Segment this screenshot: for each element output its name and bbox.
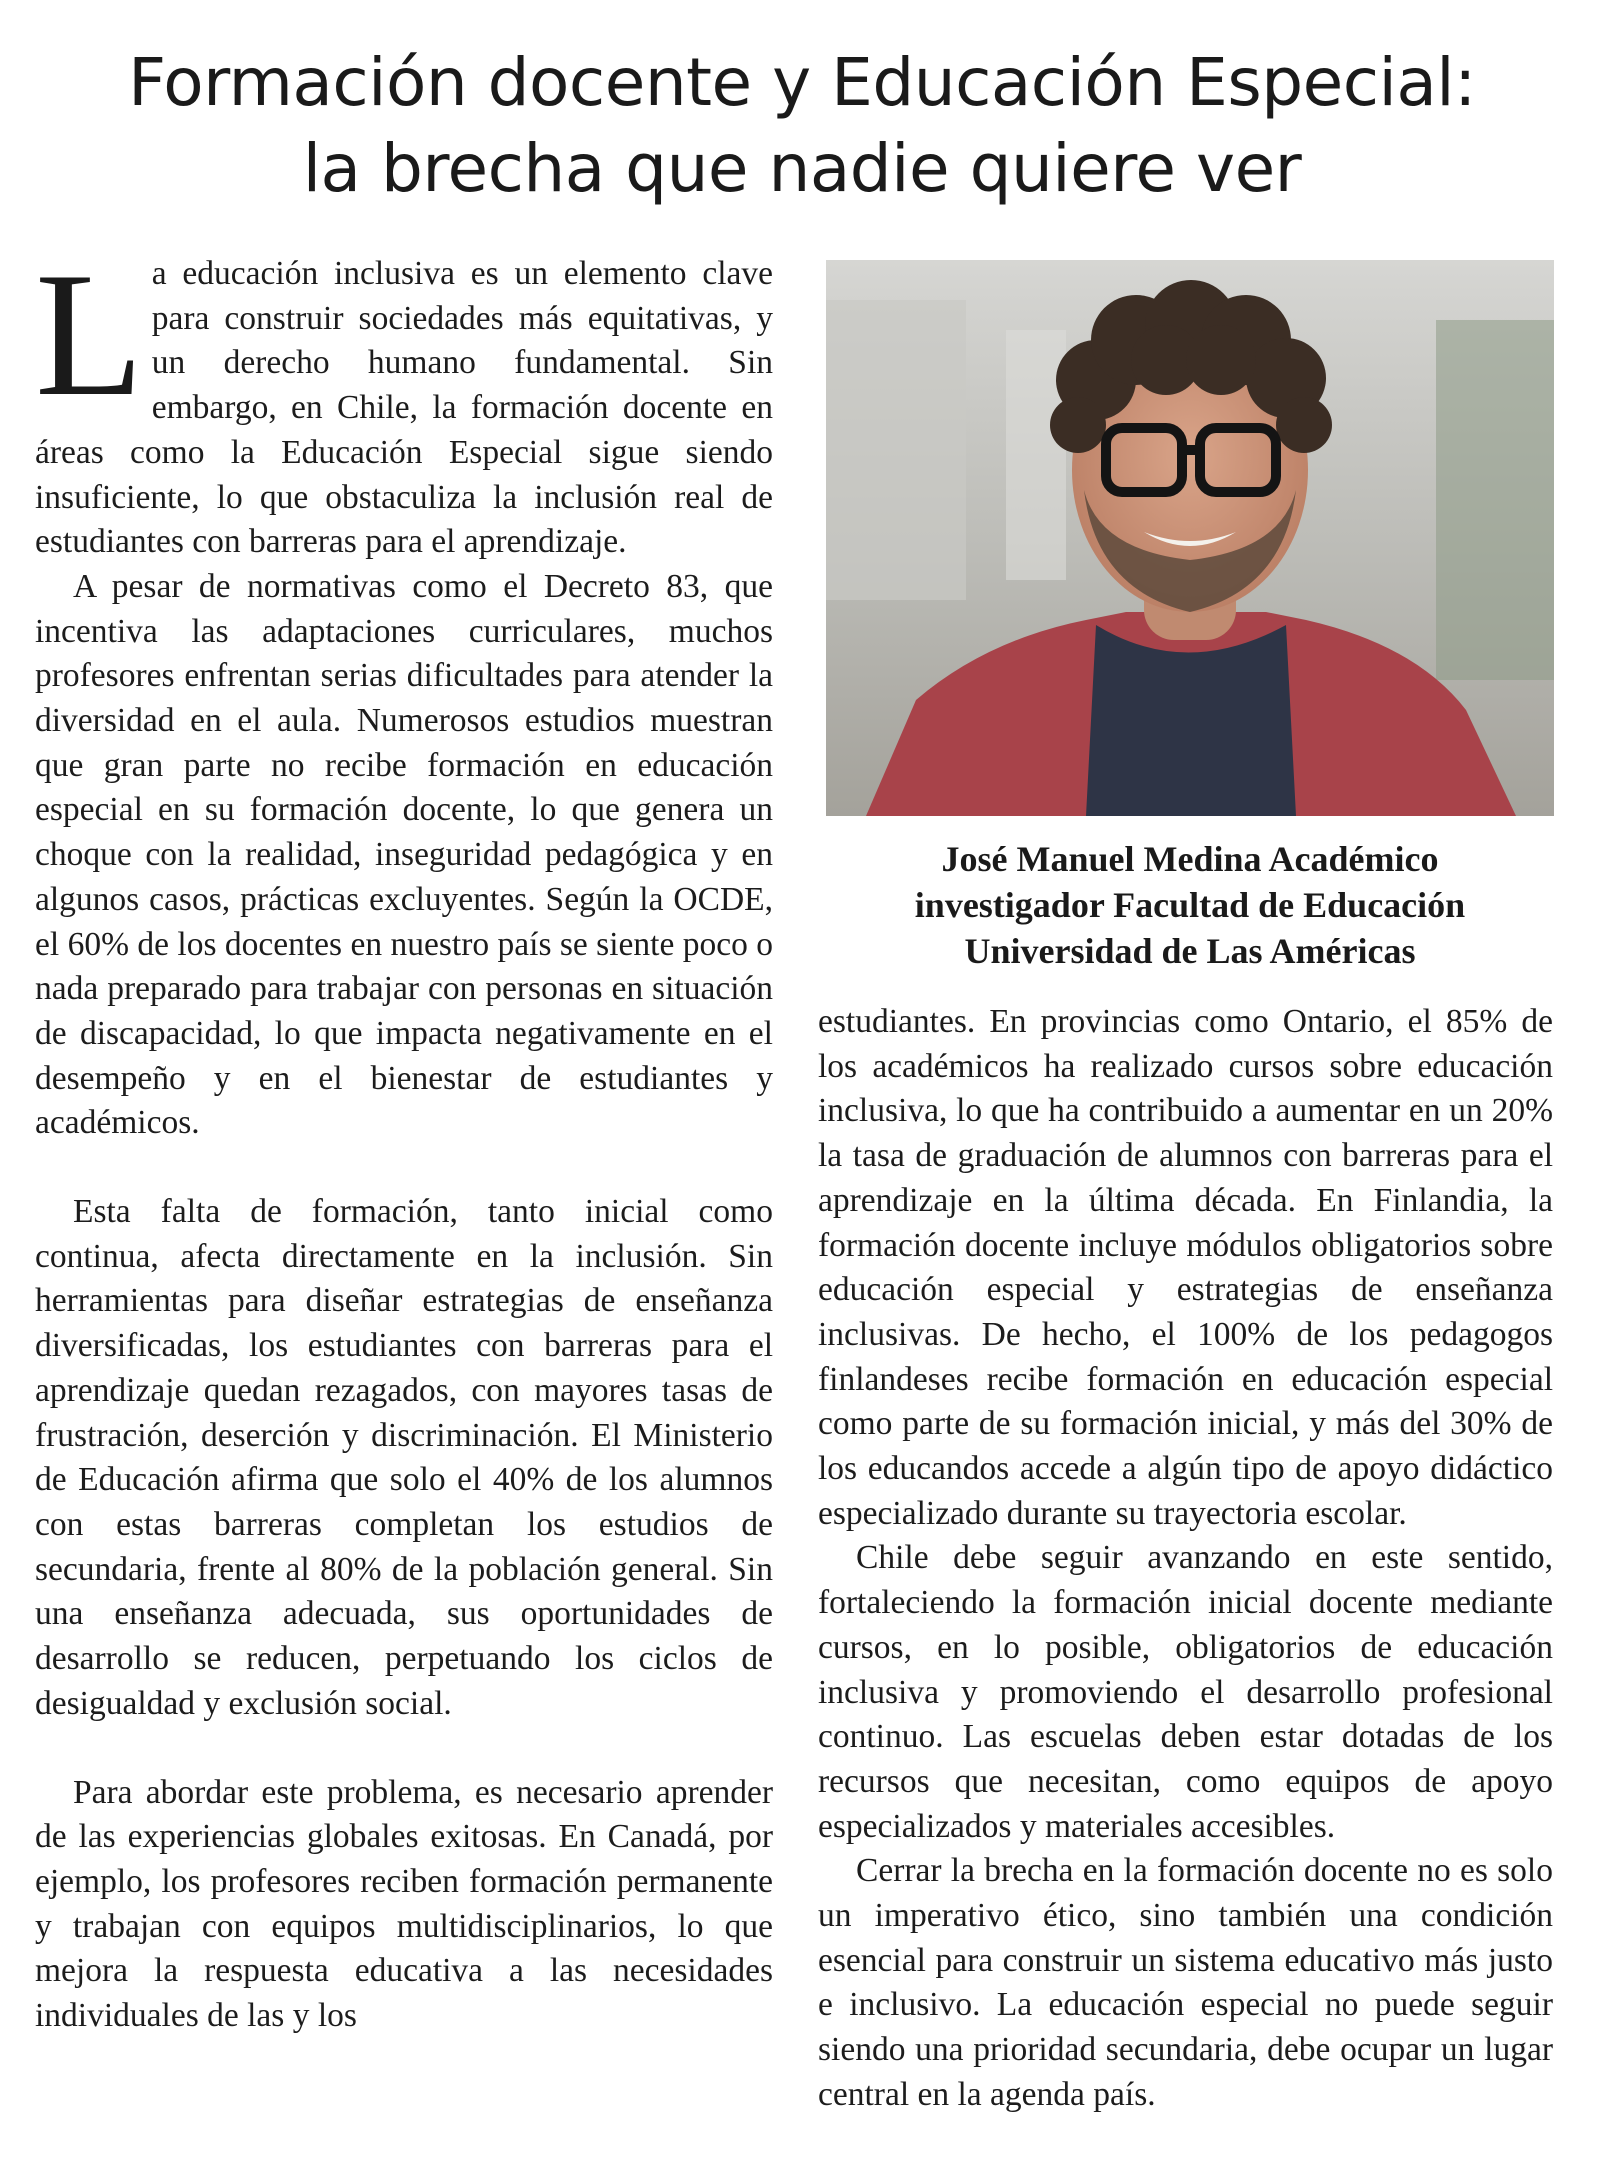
right-column (818, 1000, 1553, 2118)
paragraph-2: A pesar de normativas como el Decreto 83, que incentiva las adaptaciones curriculares, muchos profesores enfrentan serias dificultades para atender la diversidad en el aula. Numerosos estudios muestran que gran parte no recibe formación en educación especial en su formación docente, lo que genera un choque con la realidad, inseguridad pedagógica y en algunos casos, prácticas excluyentes. Según la OCDE, el 60% de los docentes en nuestro país se siente poco o nada preparado para trabajar con personas en situación de discapacidad, lo que impacta negativamente en el desempeño y en el bienestar de estudiantes y académicos. (35, 567, 773, 1142)
paragraph-5: Chile debe seguir avanzando en este sentido, fortaleciendo la formación inicial docente mediante cursos, en lo posible, obligatorios de educación inclusiva y promoviendo el desarrollo profesional continuo. Las escuelas deben estar dotadas de los recursos que necesitan, como equipos de apoyo especializados y materiales accesibles. (818, 1539, 1553, 1845)
paragraph-3: Esta falta de formación, tanto inicial como continua, afecta directamente en la inclusión. Sin herramientas para diseñar estrategias de enseñanza diversificadas, los estudiantes con barreras para el aprendizaje quedan rezagados, con mayores tasas de frustración, deserción y discriminación. El Ministerio de Educación afirma que solo el 40% de los alumnos con estas barreras completan los estudios de secundaria, frente al 80% de la población general. Sin una enseñanza adecuada, sus oportunidades de desarrollo se reducen, perpetuando los ciclos de desigualdad y exclusión social. (35, 1193, 773, 1722)
author-portrait-illustration (826, 260, 1554, 816)
paragraph-1 (35, 235, 773, 565)
title-line-2: la brecha que nadie quiere ver (302, 130, 1302, 207)
left-column (35, 235, 773, 2039)
caption-line-3: Universidad de Las Américas (964, 931, 1416, 971)
paragraph-6: Cerrar la brecha en la formación docente no es solo un imperativo ético, sino también una condición esencial para construir un sistema educativo más justo e inclusivo. La educación especial no puede seguir siendo una prioridad secundaria, debe ocupar un lugar central en la agenda país. (818, 1852, 1553, 2113)
paragraph-4-continued: estudiantes. En provincias como Ontario, el 85% de los académicos ha realizado cursos sobre educación inclusiva, lo que ha contribuido a aumentar en un 20% la tasa de graduación de alumnos con barreras para el aprendizaje en la última década. En Finlandia, la formación docente incluye módulos obligatorios sobre educación especial y estrategias de enseñanza inclusivas. De hecho, el 100% de los pedagogos finlandeses recibe formación en educación especial como parte de su formación inicial, y más del 30% de los educandos accede a algún tipo de apoyo didáctico especializado durante su trayectoria escolar. (818, 1003, 1553, 1532)
photo-caption (820, 836, 1560, 974)
drop-cap: L (35, 235, 144, 433)
title-line-1: Formación docente y Educación Especial: (128, 44, 1476, 121)
caption-line-2: investigador Facultad de Educación (914, 885, 1466, 925)
paragraph-4: Para abordar este problema, es necesario aprender de las experiencias globales exitosas. En Canadá, por ejemplo, los profesores reciben formación permanente y trabajan con equipos multidisciplinarios, lo que mejora la respuesta educativa a las necesidades individuales de las y los (35, 1773, 773, 2035)
article-title (20, 40, 1584, 212)
caption-line-1: José Manuel Medina Académico (941, 839, 1439, 879)
paragraph-1-text: a educación inclusiva es un elemento clave para construir sociedades más equitativas, y un derecho humano fundamental. Sin embargo, en Chile, la formación docente en áreas como la Educación Especial sigue siendo insuficiente, lo que obstaculiza la inclusión real de estudiantes con barreras para el aprendizaje. (35, 255, 773, 561)
author-photo (826, 260, 1554, 816)
